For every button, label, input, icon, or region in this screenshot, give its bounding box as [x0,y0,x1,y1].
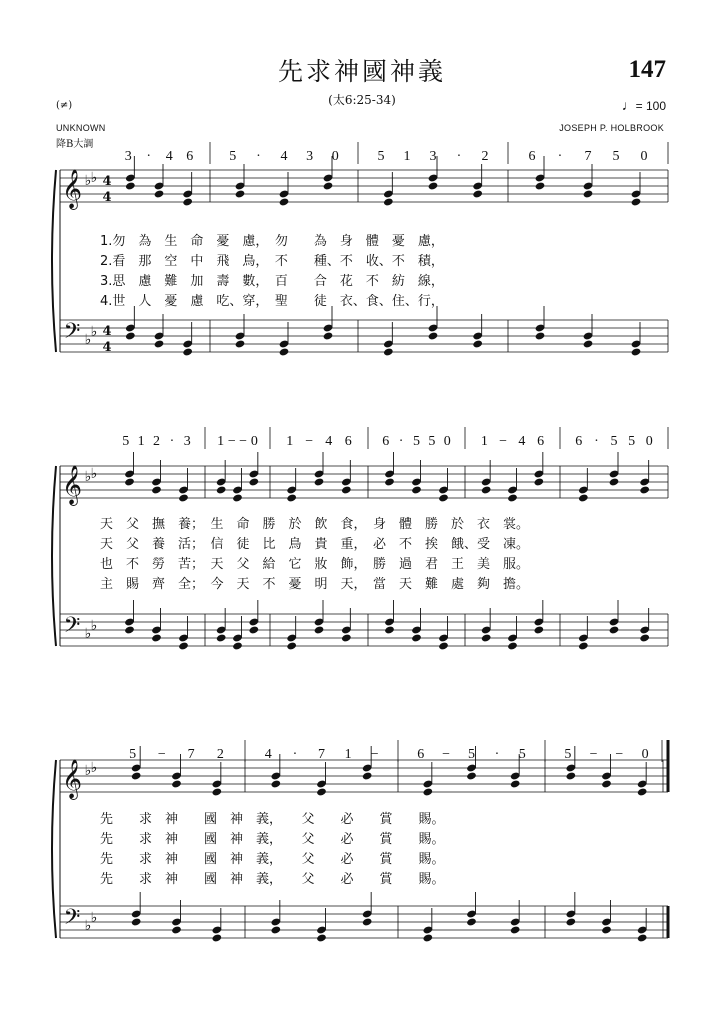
notehead [578,493,589,502]
notehead [178,493,189,502]
notehead [507,493,518,502]
jianpu-note: 5 [628,434,636,449]
jianpu-dot: · [398,434,404,449]
bass-clef-icon: 𝄢 [63,613,81,643]
jianpu-note: 0 [250,434,258,449]
time-signature-top: 4 [102,324,112,339]
notehead [384,625,395,634]
treble-clef-icon: 𝄞 [61,169,83,209]
flat-sign-icon: ♭ [90,324,98,340]
time-signature-top: 4 [102,174,112,189]
notehead [466,917,477,926]
jianpu-note: 6 [417,747,425,762]
notehead [411,633,422,642]
notehead [131,917,142,926]
system-brace [52,466,56,646]
notehead [428,181,439,190]
notehead [216,485,227,494]
notehead [534,477,545,486]
jianpu-note: 1 [286,434,294,449]
notehead [438,493,449,502]
notehead [124,477,135,486]
notehead [566,917,577,926]
notehead [249,477,260,486]
notehead [316,787,327,796]
jianpu-note: 6 [186,149,194,164]
notehead [362,917,373,926]
jianpu-dash: − [157,747,166,762]
notehead [510,779,521,788]
notehead [383,347,394,356]
jianpu-note: 5 [129,747,137,762]
flat-sign-icon: ♭ [90,760,98,776]
jianpu-note: 5 [229,149,237,164]
notehead [271,925,282,934]
jianpu-note: 5 [564,747,572,762]
notehead [609,477,620,486]
flat-sign-icon: ♭ [84,918,92,934]
jianpu-note: 2 [216,747,224,762]
quarter-note-icon: ♩ [621,97,636,113]
notehead [609,625,620,634]
jianpu-note: 5 [518,747,526,762]
jianpu-note: 4 [165,149,173,164]
notehead [631,347,642,356]
notehead [216,633,227,642]
notehead [362,771,373,780]
notehead [249,625,260,634]
lyric-line: 天 父 養 活； 信 徒 比 鳥 貴 重， 必 不 挨 餓、受 凍。 [100,537,530,552]
jianpu-note: 5 [468,747,475,762]
hymn-title: 先求神國神義 [277,57,446,86]
jianpu-dot: · [557,149,563,164]
jianpu-note: 5 [428,434,436,449]
notehead [235,189,246,198]
notehead [438,641,449,650]
notehead [466,771,477,780]
notehead [535,331,546,340]
composer: JOSEPH P. HOLBROOK [559,123,664,133]
notehead [279,197,290,206]
notehead [510,925,521,934]
lyricist: UNKNOWN [56,123,106,133]
key-signature-label: 降B大調 [56,139,94,150]
jianpu-note: 1 [137,434,145,449]
jianpu-dash: − [589,747,598,762]
jianpu-note: 4 [325,434,333,449]
flat-sign-icon: ♭ [84,469,92,485]
notehead [286,493,297,502]
jianpu-dash: − [305,434,314,449]
lyric-line: 主 賜 齊 全； 今 天 不 憂 明 天， 當 天 難 處 夠 擔。 [100,577,530,592]
jianpu-note: 3 [306,149,314,164]
notehead [286,641,297,650]
jianpu-dash: − [615,747,624,762]
notehead [271,779,282,788]
jianpu-note: 1 [217,434,225,449]
notehead [535,181,546,190]
treble-clef-icon: 𝄞 [61,465,83,505]
treble-clef-icon: 𝄞 [61,759,83,799]
jianpu-dot: · [594,434,599,449]
hymn-number: 147 [628,56,666,83]
notehead [384,477,395,486]
jianpu-dot: · [292,747,298,762]
notehead [323,331,334,340]
notehead [154,339,165,348]
notehead [341,633,352,642]
jianpu-note: 2 [481,149,489,164]
jianpu-note: 6 [382,434,390,449]
jianpu-dash: − [370,747,379,762]
lyric-line: 天 父 撫 養； 生 命 勝 於 飲 食， 身 體 勝 於 衣 裳。 [100,517,530,532]
system-brace [52,760,56,938]
jianpu-note: 0 [641,747,649,762]
notehead [316,933,327,942]
jianpu-note: 5 [612,149,620,164]
lyric-line: 先 求 神 國 神 義， 父 必 賞 賜。 [100,852,445,867]
notehead [639,633,650,642]
jianpu-note: 3 [183,434,191,449]
notehead [631,197,642,206]
jianpu-note: 7 [318,747,325,762]
notehead [583,339,594,348]
flat-sign-icon: ♭ [90,466,98,482]
jianpu-note: 6 [537,434,545,449]
notehead [341,485,352,494]
notehead [131,771,142,780]
jianpu-note: 5 [413,434,420,449]
jianpu-note: 2 [153,434,160,449]
notehead [534,625,545,634]
notehead [314,625,325,634]
notehead [212,933,223,942]
notehead [639,485,650,494]
scripture-reference: (太6:25-34) [328,93,396,107]
flat-sign-icon: ♭ [84,626,92,642]
time-signature-bottom: 4 [102,340,112,355]
jianpu-note: 1 [480,434,488,449]
jianpu-note: 3 [429,149,437,164]
notehead [428,331,439,340]
tempo-value: = 100 [635,99,666,113]
jianpu-dot: · [456,149,462,164]
flat-sign-icon: ♭ [90,910,98,926]
notehead [178,641,189,650]
notehead [601,925,612,934]
notehead [235,339,246,348]
notehead [171,925,182,934]
flat-sign-icon: ♭ [90,618,98,634]
capo-mark: (≠) [56,100,73,111]
notehead [124,625,135,634]
jianpu-dot: · [494,747,500,762]
notehead [383,197,394,206]
jianpu-note: 5 [610,434,618,449]
flat-sign-icon: ♭ [84,763,92,779]
flat-sign-icon: ♭ [90,170,98,186]
bass-clef-icon: 𝄢 [63,319,81,349]
notehead [601,779,612,788]
lyric-line: 先 求 神 國 神 義， 父 必 賞 賜。 [100,812,445,827]
jianpu-dot: · [169,434,175,449]
lyric-line: 1.勿 為 生 命 憂 慮， 勿 為 身 體 憂 慮， [100,234,444,249]
lyric-line: 先 求 神 國 神 義， 父 必 賞 賜。 [100,872,445,887]
notehead [314,477,325,486]
notehead [583,189,594,198]
jianpu-note: 7 [584,149,592,164]
notehead [637,787,648,796]
notehead [171,779,182,788]
time-signature-bottom: 4 [102,190,112,205]
jianpu-dot: · [146,149,152,164]
lyric-line: 3.思 慮 難 加 壽 數， 百 合 花 不 紡 線， [100,274,444,289]
notehead [507,641,518,650]
notehead [212,787,223,796]
jianpu-dash: − [442,747,451,762]
notehead [411,485,422,494]
notehead [323,181,334,190]
jianpu-note: 4 [518,434,526,449]
notehead [125,181,136,190]
jianpu-note: 6 [575,434,583,449]
jianpu-note: 3 [124,149,132,164]
notehead [182,347,193,356]
jianpu-note: 0 [443,434,451,449]
jianpu-note: 5 [122,434,130,449]
notehead [232,493,243,502]
notehead [472,339,483,348]
notehead [182,197,193,206]
bass-clef-icon: 𝄢 [63,905,81,935]
lyric-line: 4.世 人 憂 慮 吃、穿， 聖 徒 衣、食、住、行， [100,294,444,309]
notehead [472,189,483,198]
notehead [125,331,136,340]
notehead [154,189,165,198]
jianpu-note: 0 [331,149,339,164]
flat-sign-icon: ♭ [84,173,92,189]
jianpu-note: 0 [645,434,653,449]
jianpu-note: 1 [344,747,352,762]
flat-sign-icon: ♭ [84,332,92,348]
notehead [423,933,434,942]
notehead [578,641,589,650]
notehead [637,933,648,942]
jianpu-dash: − [239,434,248,449]
notehead [232,641,243,650]
jianpu-note: 6 [344,434,352,449]
jianpu-dash: − [227,434,236,449]
jianpu-dot: · [256,149,261,164]
notehead [423,787,434,796]
jianpu-note: 4 [280,149,288,164]
notehead [481,633,492,642]
notehead [151,485,162,494]
notehead [279,347,290,356]
lyric-line: 也 不 勞 苦； 天 父 給 它 妝 飾， 勝 過 君 王 美 服。 [100,557,530,572]
lyric-line: 2.看 那 空 中 飛 鳥， 不 種、不 收、不 積， [100,254,444,269]
jianpu-note: 6 [528,149,536,164]
system-brace [52,170,56,352]
notehead [481,485,492,494]
jianpu-note: 0 [640,149,648,164]
jianpu-note: 7 [187,747,195,762]
jianpu-note: 4 [264,747,272,762]
notehead [151,633,162,642]
jianpu-dash: − [499,434,508,449]
notehead [566,771,577,780]
jianpu-note: 5 [377,149,385,164]
jianpu-note: 1 [403,149,411,164]
lyric-line: 先 求 神 國 神 義， 父 必 賞 賜。 [100,832,445,847]
